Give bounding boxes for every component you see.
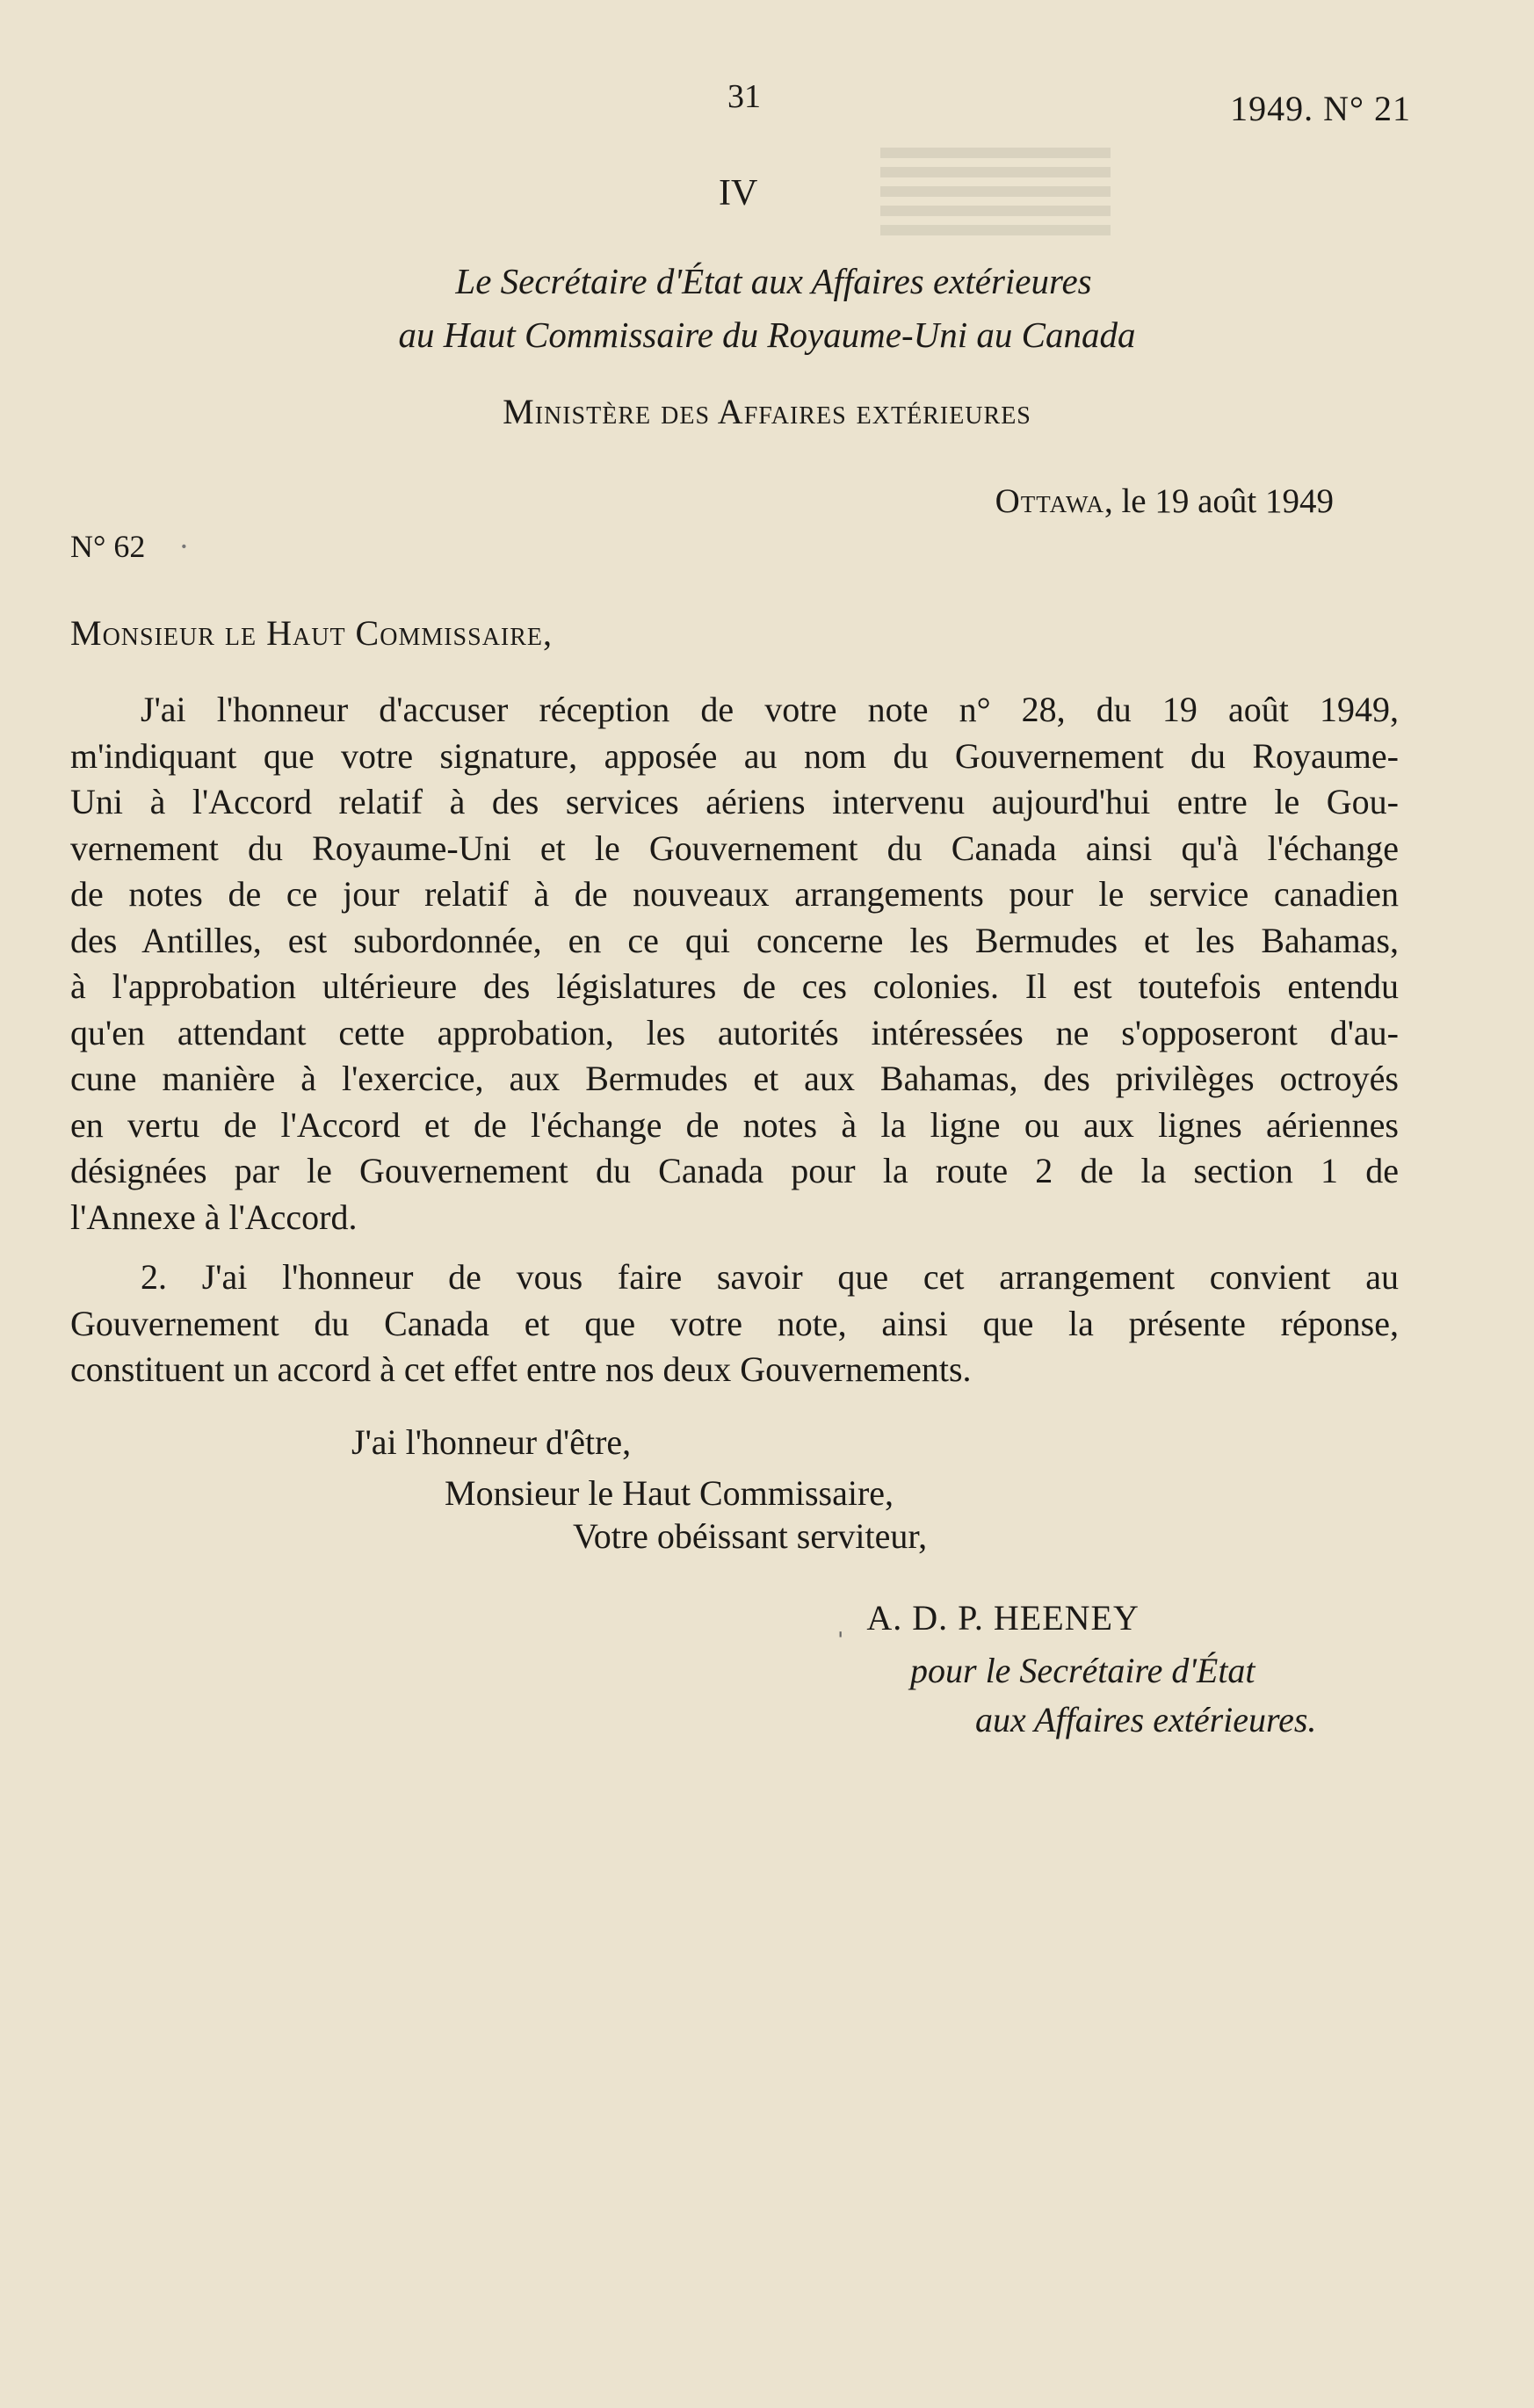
signatory-title-line-1: pour le Secrétaire d'État: [910, 1651, 1255, 1690]
paragraph-1: [70, 687, 1399, 1240]
paragraph-line: cune manière à l'exercice, aux Bermudes et aux Bahamas, des privilèges octroyés: [70, 1059, 1399, 1098]
signatory: ˌ A. D. P. HEENEY: [835, 1598, 1140, 1638]
note-number-text: N° 62: [70, 529, 146, 564]
signatory-name: A. D. P. HEENEY: [866, 1598, 1140, 1638]
running-header: 1949. N° 21: [1230, 89, 1411, 128]
paragraph-line: J'ai l'honneur d'accuser réception de votre note n° 28, du 19 août 1949,: [141, 690, 1399, 729]
paragraph-line: qu'en attendant cette approbation, les autorités intéressées ne s'opposeront d'au-: [70, 1012, 1399, 1052]
dateline-date: , le 19 août 1949: [1103, 482, 1334, 520]
note-number: N° 62 ·: [70, 529, 190, 564]
paragraph-line: des Antilles, est subordonnée, en ce qui concerne les Bermudes et les Bahamas,: [70, 920, 1399, 960]
section-numeral: IV: [719, 173, 758, 213]
ministry-heading: Ministère des Affaires extérieures: [503, 392, 1031, 431]
closing-line-1: J'ai l'honneur d'être,: [351, 1422, 632, 1462]
page-number: 31: [727, 78, 761, 115]
dateline-city: Ottawa: [995, 482, 1104, 520]
paragraph-line: à l'approbation ultérieure des législatures de ces colonies. Il est toutefois entendu: [70, 966, 1399, 1006]
faded-stamp-mark: [880, 148, 1111, 244]
paragraph-line: vernement du Royaume-Uni et le Gouvernement du Canada ainsi qu'à l'échange: [70, 828, 1399, 868]
address-line-sender: Le Secrétaire d'État aux Affaires extérieures: [455, 261, 1092, 301]
paragraph-line: de notes de ce jour relatif à de nouveaux arrangements pour le service canadien: [70, 874, 1399, 914]
paragraph-line: désignées par le Gouvernement du Canada pour la route 2 de la section 1 de: [70, 1151, 1399, 1190]
address-line-recipient: au Haut Commissaire du Royaume-Uni au Canada: [398, 315, 1136, 355]
paragraph-line: en vertu de l'Accord et de l'échange de notes à la ligne ou aux lignes aériennes: [70, 1104, 1399, 1145]
paragraph-line: 2. J'ai l'honneur de vous faire savoir que cet arrangement convient au: [141, 1257, 1399, 1297]
paragraph-line: Gouvernement du Canada et que votre note, ainsi que la présente réponse,: [70, 1303, 1399, 1343]
paragraph-line: l'Annexe à l'Accord.: [70, 1197, 358, 1237]
paragraph-line: Uni à l'Accord relatif à des services aériens intervenu aujourd'hui entre le Gou-: [70, 782, 1399, 821]
signatory-title-line-2: aux Affaires extérieures.: [975, 1700, 1317, 1739]
closing-line-2: Monsieur le Haut Commissaire,: [445, 1473, 894, 1513]
dateline: [995, 481, 1334, 521]
paragraph-2: [70, 1255, 1399, 1393]
paragraph-line: constituent un accord à cet effet entre nos deux Gouvernements.: [70, 1349, 972, 1389]
salutation: Monsieur le Haut Commissaire,: [70, 613, 554, 653]
paragraph-line: m'indiquant que votre signature, apposée au nom du Gouvernement du Royaume-: [70, 735, 1399, 776]
closing-line-3: Votre obéissant serviteur,: [573, 1516, 928, 1556]
